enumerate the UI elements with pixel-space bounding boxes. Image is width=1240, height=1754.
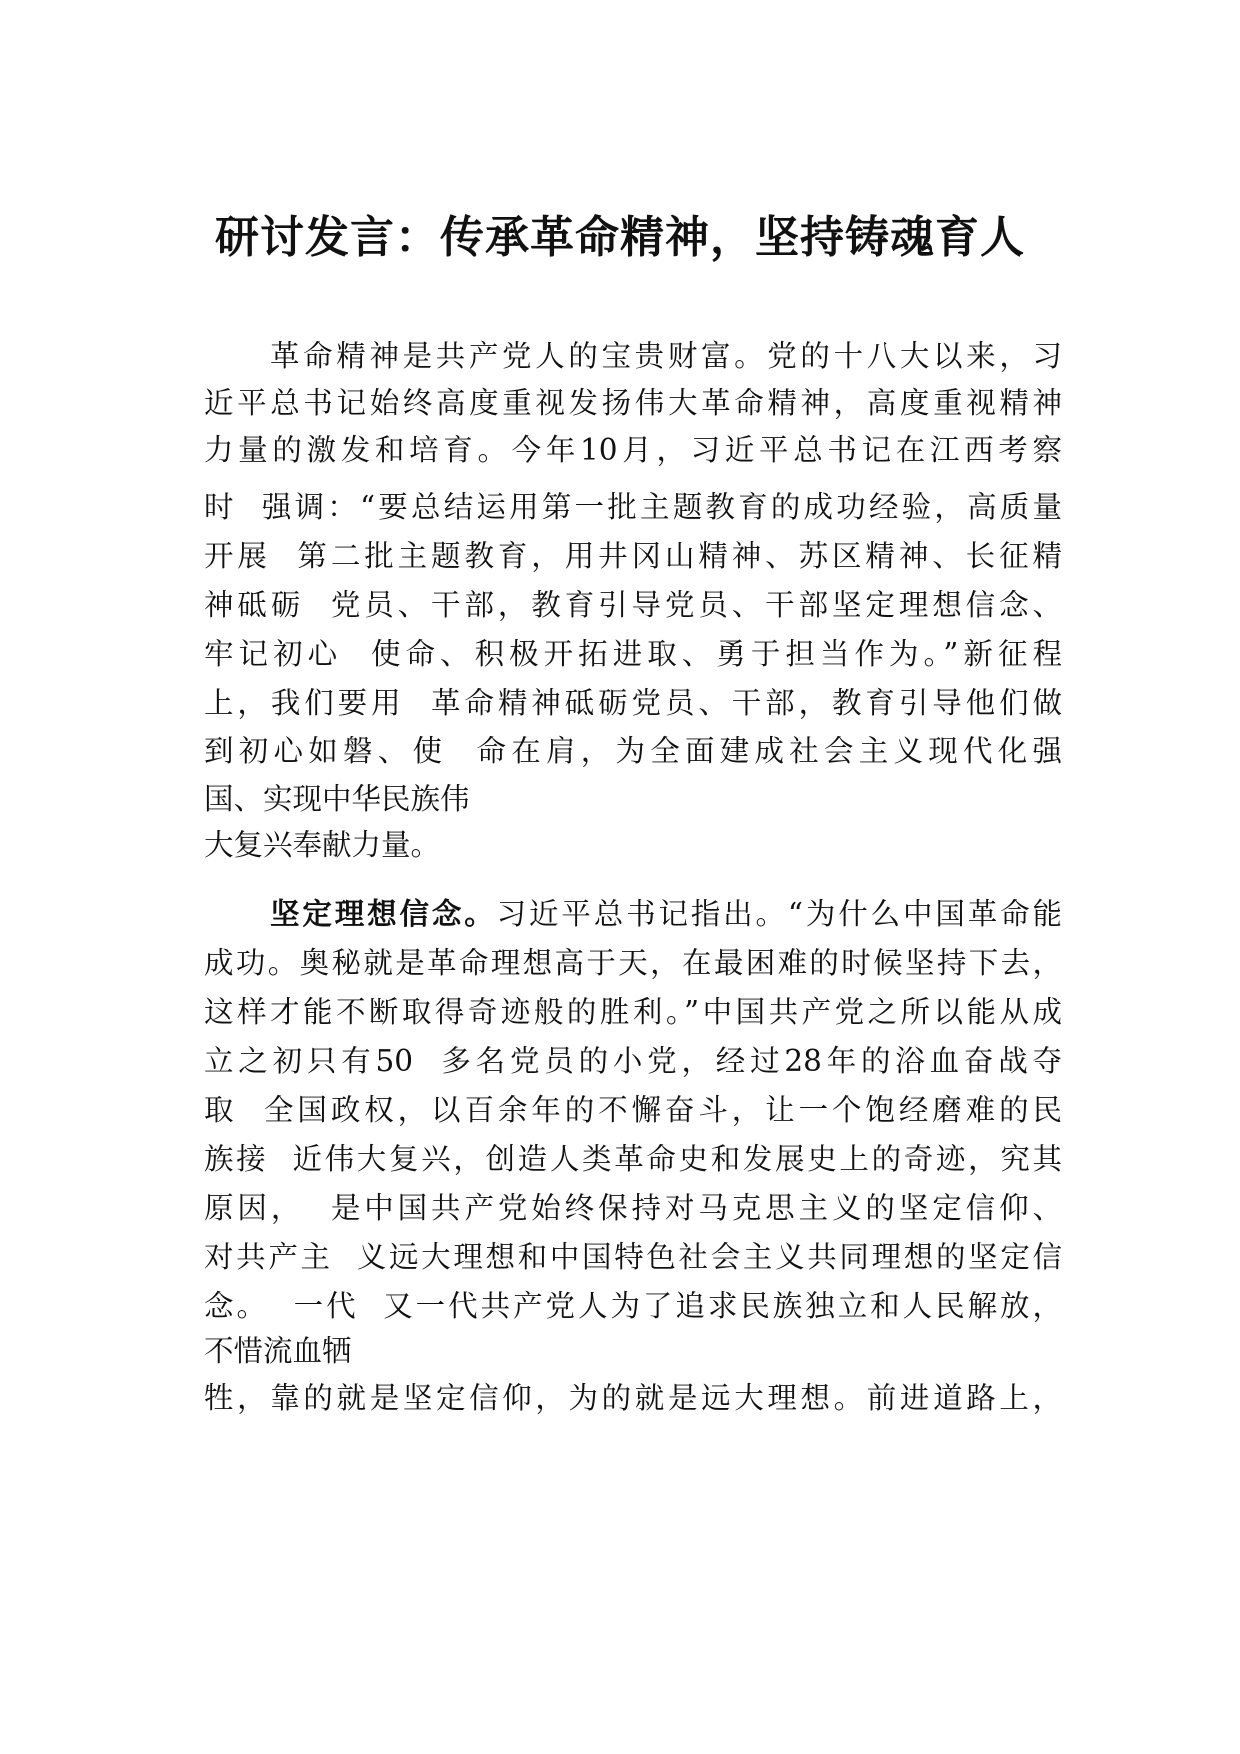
paragraph-1-line-4: 时 强调：“要总结运用第一批主题教育的成功经验，高质量 bbox=[204, 490, 1062, 524]
paragraph-1-line-11: 大复兴奉献力量。 bbox=[204, 828, 441, 862]
paragraph-2-line-5: 取 全国政权，以百余年的不懈奋斗，让一个饱经磨难的民 bbox=[204, 1093, 1062, 1127]
paragraph-2-line-7: 原因， 是中国共产党始终保持对马克思主义的坚定信仰、 bbox=[204, 1191, 1062, 1225]
paragraph-2-line-1-text: 习近平总书记指出。“为什么中国革命能 bbox=[496, 897, 1062, 931]
paragraph-2-line-6: 族接 近伟大复兴，创造人类革命史和发展史上的奇迹，究其 bbox=[204, 1142, 1062, 1176]
paragraph-1-line-5: 开展 第二批主题教育，用井冈山精神、苏区精神、长征精 bbox=[204, 539, 1062, 573]
paragraph-2-lead: 坚定理想信念。 bbox=[270, 896, 497, 931]
paragraph-1-line-10: 国、实现中华民族伟 bbox=[204, 782, 470, 816]
paragraph-1-line-3: 力量的激发和培育。今年10月，习近平总书记在江西考察 bbox=[204, 433, 1062, 467]
paragraph-2-line-4: 立之初只有50 多名党员的小党，经过28年的浴血奋战夺 bbox=[204, 1044, 1062, 1078]
document-title: 研讨发言：传承革命精神，坚持铸魂育人 bbox=[215, 212, 1025, 263]
paragraph-1-line-8: 上，我们要用 革命精神砥砺党员、干部，教育引导他们做 bbox=[204, 686, 1062, 720]
paragraph-1-line-7: 牢记初心 使命、积极开拓进取、勇于担当作为。”新征程 bbox=[204, 637, 1062, 671]
paragraph-1-line-2: 近平总书记始终高度重视发扬伟大革命精神，高度重视精神 bbox=[204, 386, 1062, 420]
paragraph-1-line-6: 神砥砺 党员、干部，教育引导党员、干部坚定理想信念、 bbox=[204, 588, 1062, 622]
paragraph-2-line-11: 牲，靠的就是坚定信仰，为的就是远大理想。前进道路上， bbox=[204, 1381, 1062, 1415]
paragraph-1-line-1: 革命精神是共产党人的宝贵财富。党的十八大以来，习 bbox=[270, 339, 1062, 373]
paragraph-2-line-9: 念。 一代 又一代共产党人为了追求民族独立和人民解放， bbox=[204, 1289, 1062, 1323]
paragraph-2-line-3: 这样才能不断取得奇迹般的胜利。”中国共产党之所以能从成 bbox=[204, 995, 1062, 1029]
paragraph-2-line-10: 不惜流血牺 bbox=[204, 1334, 352, 1368]
paragraph-1-line-9: 到初心如磐、使 命在肩，为全面建成社会主义现代化强 bbox=[204, 734, 1062, 768]
paragraph-2-line-8: 对共产主 义远大理想和中国特色社会主义共同理想的坚定信 bbox=[204, 1240, 1062, 1274]
paragraph-2-line-2: 成功。奥秘就是革命理想高于天，在最困难的时候坚持下去， bbox=[204, 946, 1062, 980]
paragraph-2-line-1 bbox=[270, 894, 1062, 934]
